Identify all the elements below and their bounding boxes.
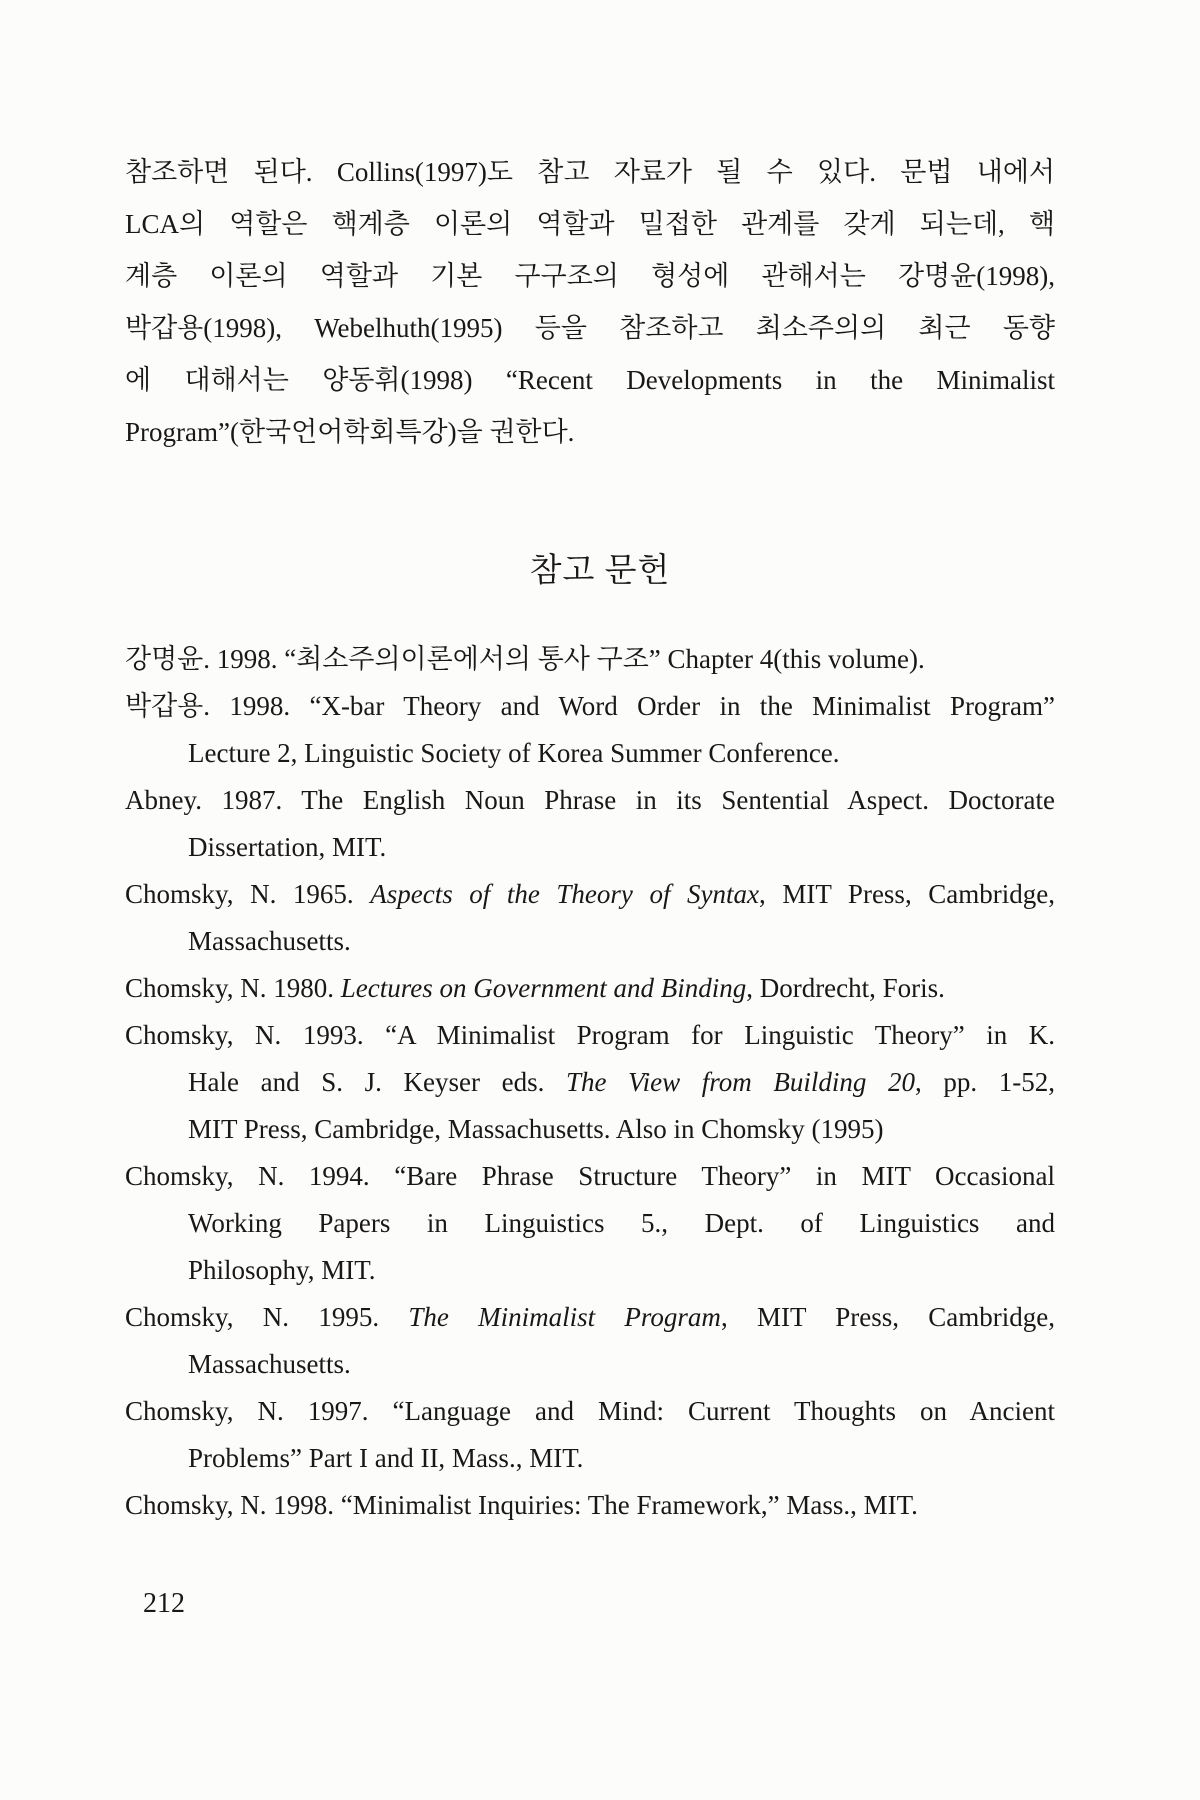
reference-line [125,1341,1055,1388]
text-segment: Working Papers in Linguistics 5., Dept. of Linguistics and [188,1208,1055,1238]
reference-line [125,1200,1055,1247]
italic-title-text: The Minimalist Program [408,1302,721,1332]
references-list [125,636,1055,1529]
reference-entry [125,1012,1055,1153]
reference-entry [125,1482,1055,1529]
text-segment: , Dordrecht, Foris. [746,973,945,1003]
text-segment: Chomsky, N. 1994. “Bare Phrase Structure Theory” in MIT Occasional [125,1161,1055,1191]
italic-title-text: Aspects of the Theory of Syntax [370,879,760,909]
text-segment: Abney. 1987. The English Noun Phrase in its Sentential Aspect. Doctorate [125,785,1055,815]
intro-line [125,198,1055,250]
intro-paragraph [125,146,1055,458]
reference-line [125,777,1055,824]
reference-entry [125,1294,1055,1388]
reference-line [125,824,1055,871]
reference-line [125,636,1055,683]
reference-entry [125,1153,1055,1294]
text-segment: Program”(한국언어학회특강)을 권한다. [125,417,575,447]
reference-entry [125,683,1055,777]
text-segment: 강명윤. 1998. “최소주의이론에서의 통사 구조” Chapter 4(this volume). [125,644,925,674]
text-segment: 계층 이론의 역할과 기본 구구조의 형성에 관해서는 강명윤(1998), [125,261,1055,291]
text-segment: 박갑용. 1998. “X-bar Theory and Word Order in the Minimalist Program” [125,691,1055,721]
text-segment: LCA의 역할은 핵계층 이론의 역할과 밀접한 관계를 갖게 되는데, 핵 [125,209,1055,239]
text-segment: Chomsky, N. 1965. [125,879,371,909]
reference-line [125,1482,1055,1529]
reference-line [125,1247,1055,1294]
reference-line [125,1388,1055,1435]
text-segment: Chomsky, N. 1993. “A Minimalist Program for Linguistic Theory” in K. [125,1020,1055,1050]
reference-line [125,918,1055,965]
text-segment: Chomsky, N. 1998. “Minimalist Inquiries: The Framework,” Mass., MIT. [125,1490,918,1520]
intro-line [125,406,1055,458]
text-segment: Hale and S. J. Keyser eds. [188,1067,566,1097]
reference-line [125,1106,1055,1153]
text-segment: , MIT Press, Cambridge, [720,1302,1056,1332]
reference-entry [125,1388,1055,1482]
text-segment: Problems” Part I and II, Mass., MIT. [188,1443,584,1473]
text-segment: 참조하면 된다. Collins(1997)도 참고 자료가 될 수 있다. 문법 내에서 [125,157,1055,187]
reference-line [125,683,1055,730]
reference-entry [125,965,1055,1012]
text-segment: Massachusetts. [188,1349,351,1379]
text-segment: Dissertation, MIT. [188,832,387,862]
reference-line [125,1012,1055,1059]
text-segment: 박갑용(1998), Webelhuth(1995) 등을 참조하고 최소주의의 최근 동향 [125,313,1055,343]
text-segment: , pp. 1-52, [914,1067,1055,1097]
text-segment: , MIT Press, Cambridge, [759,879,1055,909]
reference-line [125,1059,1055,1106]
text-segment: 에 대해서는 양동휘(1998) “Recent Developments in the Minimalist [125,365,1055,395]
reference-line [125,730,1055,777]
reference-line [125,871,1055,918]
intro-line [125,302,1055,354]
intro-line [125,354,1055,406]
italic-title-text: Lectures on Government and Binding [340,973,747,1003]
references-heading: 참고 문헌 [529,553,671,589]
reference-entry [125,636,1055,683]
reference-line [125,1435,1055,1482]
text-segment: Chomsky, N. 1980. [125,973,341,1003]
reference-line [125,1294,1055,1341]
reference-line [125,1153,1055,1200]
text-segment: Lecture 2, Linguistic Society of Korea Summer Conference. [188,738,840,768]
italic-title-text: The View from Building 20 [565,1067,915,1097]
text-segment: Chomsky, N. 1995. [125,1302,409,1332]
text-segment: MIT Press, Cambridge, Massachusetts. Also in Chomsky (1995) [188,1114,884,1144]
intro-line [125,146,1055,198]
text-segment: Massachusetts. [188,926,351,956]
intro-line [125,250,1055,302]
text-segment: Philosophy, MIT. [188,1255,376,1285]
reference-entry [125,777,1055,871]
page-number: 212 [143,1588,185,1619]
reference-entry [125,871,1055,965]
reference-line [125,965,1055,1012]
text-segment: Chomsky, N. 1997. “Language and Mind: Current Thoughts on Ancient [125,1396,1055,1426]
